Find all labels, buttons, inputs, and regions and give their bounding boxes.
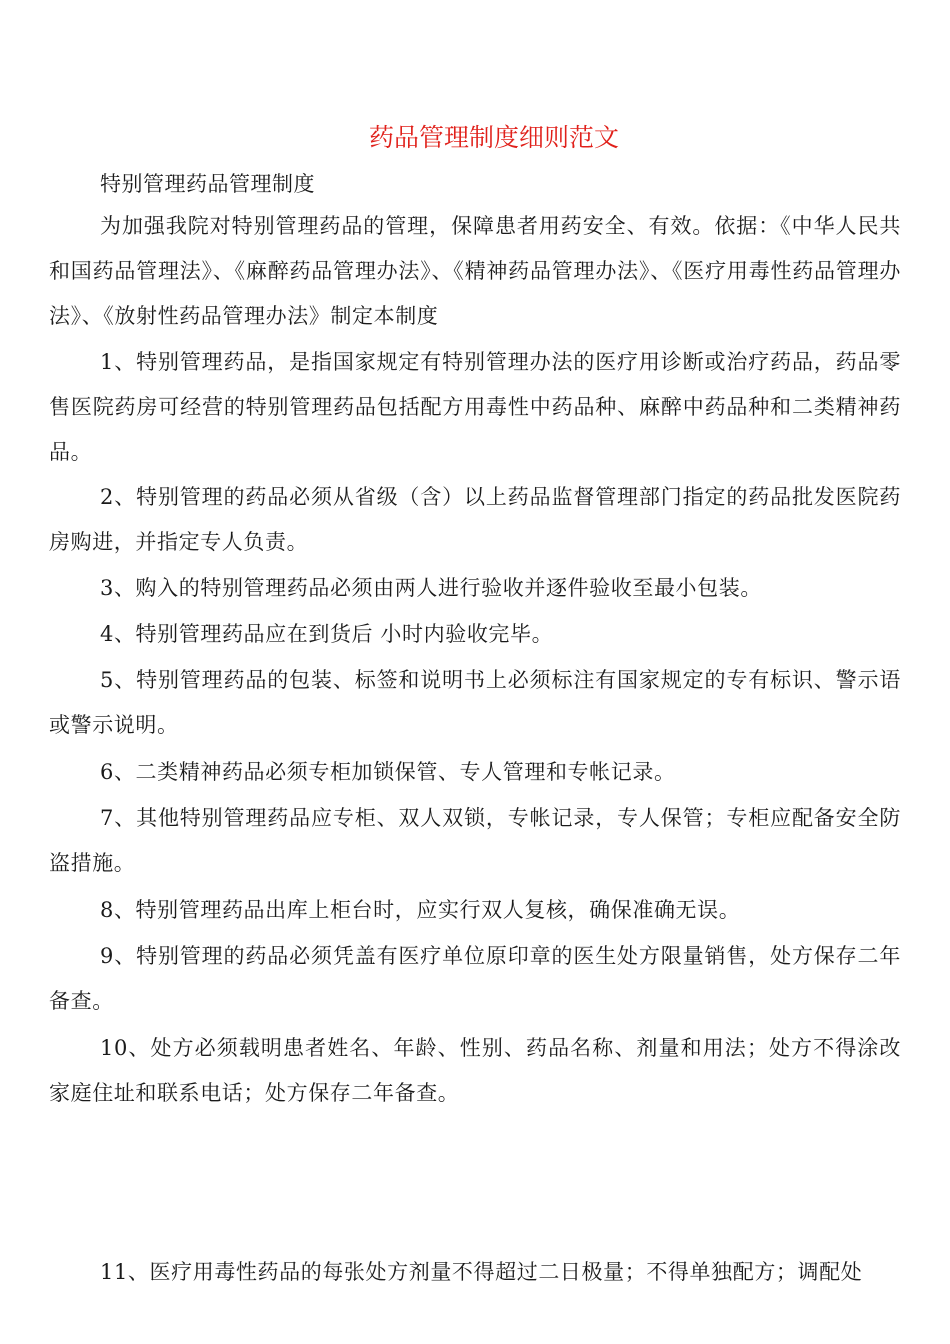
rule-paragraph-9: 9、特别管理的药品必须凭盖有医疗单位原印章的医生处方限量销售，处方保存二年备查。 [49, 944, 901, 1013]
rule-paragraph-3: 3、购入的特别管理药品必须由两人进行验收并逐件验收至最小包装。 [100, 576, 762, 600]
rule-paragraph-2: 2、特别管理的药品必须从省级（含）以上药品监督管理部门指定的药品批发医院药房购进，并指定专人负责。 [49, 485, 901, 554]
rule-paragraph-5: 5、特别管理药品的包装、标签和说明书上必须标注有国家规定的专有标识、警示语或警示说明。 [49, 668, 901, 737]
rule-paragraph-10: 10、处方必须载明患者姓名、年龄、性别、药品名称、剂量和用法；处方不得涂改家庭住址和联系电话；处方保存二年备查。 [49, 1036, 901, 1105]
intro-paragraph: 为加强我院对特别管理药品的管理，保障患者用药安全、有效。依据：《中华人民共和国药品管理法》、《麻醉药品管理办法》、《精神药品管理办法》、《医疗用毒性药品管理办法》、《放射性药品管理办法》制定本制度 [49, 214, 901, 328]
rule-paragraph-7: 7、其他特别管理药品应专柜、双人双锁，专帐记录，专人保管；专柜应配备安全防盗措施。 [49, 806, 901, 875]
rule-paragraph-6: 6、二类精神药品必须专柜加锁保管、专人管理和专帐记录。 [100, 760, 676, 784]
rule-paragraph-8: 8、特别管理药品出库上柜台时，应实行双人复核，确保准确无误。 [100, 898, 741, 922]
document-title: 药品管理制度细则范文 [368, 123, 619, 152]
section-heading: 特别管理药品管理制度 [100, 172, 315, 196]
rule-paragraph-11: 11、医疗用毒性药品的每张处方剂量不得超过二日极量；不得单独配方；调配处 [100, 1260, 863, 1284]
rule-paragraph-4: 4、特别管理药品应在到货后 小时内验收完毕。 [100, 622, 554, 646]
rule-paragraph-1: 1、特别管理药品，是指国家规定有特别管理办法的医疗用诊断或治疗药品，药品零售医院药房可经营的特别管理药品包括配方用毒性中药品种、麻醉中药品种和二类精神药品。 [49, 350, 901, 464]
